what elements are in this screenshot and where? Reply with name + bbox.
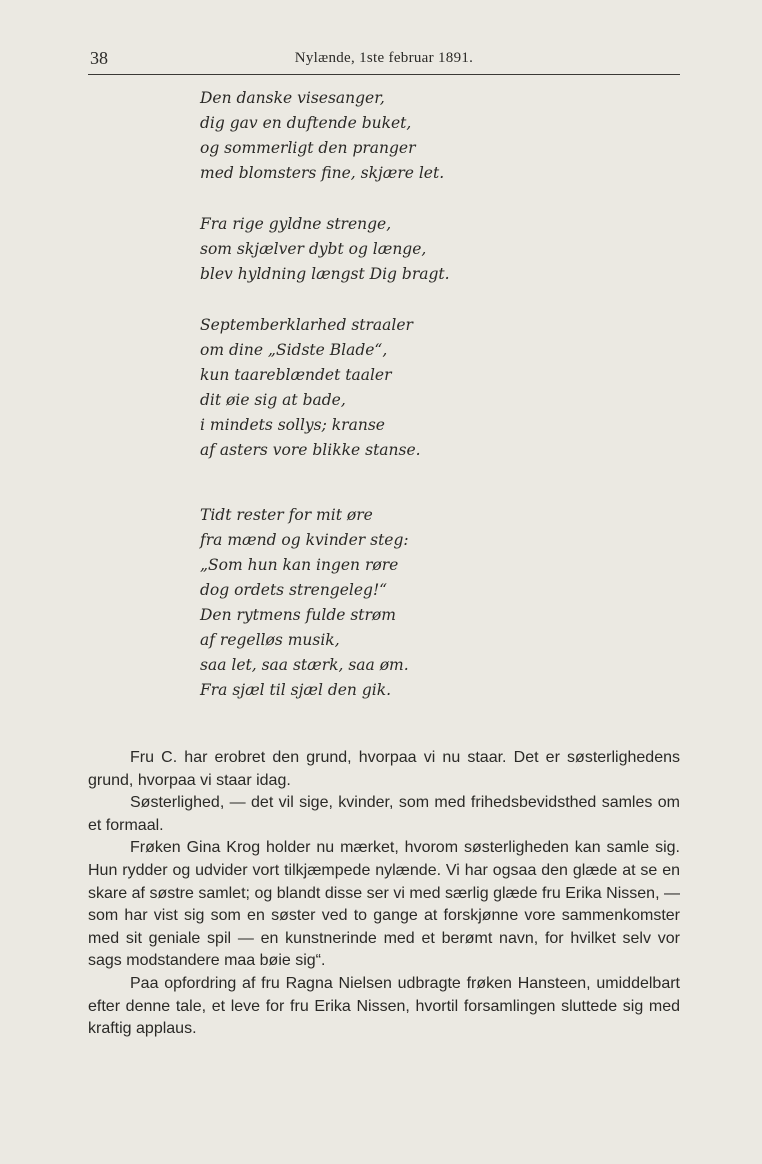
poem-stanza — [200, 503, 530, 703]
verse-line: med blomsters fine, skjære let. — [200, 164, 445, 182]
poem — [200, 86, 530, 729]
verse-line: dit øie sig at bade, — [200, 391, 346, 409]
verse-line: fra mænd og kvinder steg: — [200, 531, 409, 549]
verse-line: blev hyldning længst Dig bragt. — [200, 265, 450, 283]
verse-line: Den danske visesanger, — [200, 89, 385, 107]
verse-line: Tidt rester for mit øre — [200, 506, 373, 524]
poem-stanza — [200, 86, 530, 186]
verse-line: i mindets sollys; kranse — [200, 416, 385, 434]
page-header — [88, 44, 680, 75]
prose-body — [88, 747, 680, 1041]
verse-line: kun taareblændet taaler — [200, 366, 392, 384]
verse-line: om dine „Sidste Blade“, — [200, 341, 388, 359]
running-head: Nylænde, 1ste februar 1891. — [294, 50, 474, 66]
verse-line: af asters vore blikke stanse. — [200, 441, 421, 459]
verse-line: og sommerligt den pranger — [200, 139, 416, 157]
verse-line: Fra sjæl til sjæl den gik. — [200, 681, 392, 699]
verse-line: „Som hun kan ingen røre — [200, 556, 399, 574]
verse-line: Den rytmens fulde strøm — [200, 606, 396, 624]
verse-line: Fra rige gyldne strenge, — [200, 215, 392, 233]
poem-stanza — [200, 212, 530, 287]
verse-line: af regelløs musik, — [200, 631, 340, 649]
poem-stanza — [200, 313, 530, 463]
page-number: 38 — [90, 48, 108, 68]
prose-paragraph: Paa opfordring af fru Ragna Nielsen udbragte frøken Hansteen, umiddelbart efter denne tale, et leve for fru Erika Nissen, hvortil forsamlingen sluttede sig med kraftig applaus. — [88, 974, 680, 1038]
verse-line: som skjælver dybt og længe, — [200, 240, 427, 258]
verse-line: Septemberklarhed straaler — [200, 316, 413, 334]
prose-paragraph: Frøken Gina Krog holder nu mærket, hvorom søsterligheden kan samle sig. Hun rydder og udvider vort tilkjæmpede nylænde. Vi har ogsaa den glæde at se en skare af søstre samlet; og blandt disse ser vi med særlig glæde fru Erika Nissen, — som har vist sig som en søster ved to gange at forskjønne vore sammenkomster med sit geniale spil — en kunstnerinde med et berømt navn, for hvilket selv vor sags modstandere maa bøie sig“. — [88, 839, 680, 970]
verse-line: dig gav en duftende buket, — [200, 114, 412, 132]
verse-line: saa let, saa stærk, saa øm. — [200, 656, 409, 674]
prose-paragraph: Søsterlighed, — det vil sige, kvinder, som med frihedsbevidsthed samles om et formaal. — [88, 794, 680, 834]
prose-paragraph: Fru C. har erobret den grund, hvorpaa vi nu staar. Det er søsterlighedens grund, hvorpaa vi staar idag. — [88, 749, 680, 789]
verse-line: dog ordets strengeleg!“ — [200, 581, 388, 599]
